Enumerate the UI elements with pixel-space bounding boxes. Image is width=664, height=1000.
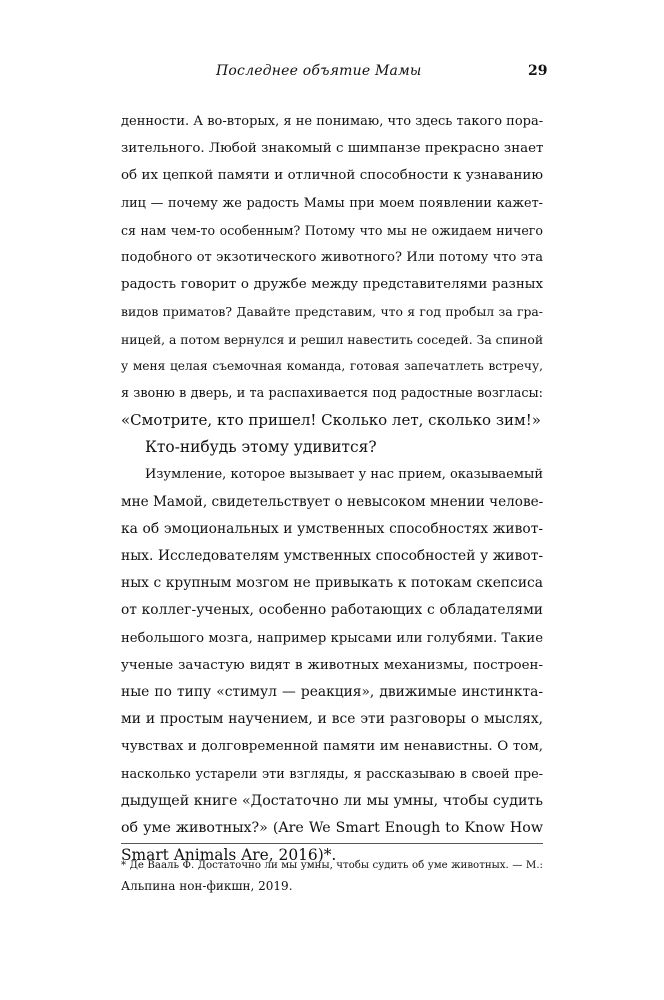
text-line: у меня целая съемочная команда, готовая запечатлеть встречу, — [121, 358, 543, 373]
text-line: ницей, а потом вернулся и решил навестить соседей. За спиной — [121, 331, 544, 347]
running-head — [0, 63, 664, 83]
text-line: об уме животных?» (Are We Smart Enough to Know How — [121, 819, 543, 836]
text-line: насколько устарели эти взгляды, я рассказываю в своей пре- — [121, 766, 543, 782]
text-line: мне Мамой, свидетельствует о невысоком мнении челове- — [121, 493, 544, 510]
text-line: «Смотрите, кто пришел! Сколько лет, сколько зим!» — [121, 411, 541, 430]
text-line: видов приматов? Давайте представим, что я год пробыл за гра- — [121, 304, 543, 320]
text-line: я звоню в дверь, и та распахивается под радостные возгласы: — [121, 385, 543, 401]
text-line: от коллег-ученых, особенно работающих с обладателями — [121, 602, 543, 619]
text-line: ные по типу «стимул — реакция», движимые инстинкта- — [121, 683, 543, 700]
text-line: чувствах и долговременной памяти им ненавистны. О том, — [121, 739, 543, 755]
text-line: денности. А во-вторых, я не понимаю, что здесь такого пора- — [121, 114, 544, 129]
footnote-line: * Де Вааль Ф. Достаточно ли мы умны, чтобы судить об уме животных. — М.: — [121, 860, 543, 871]
text-line: Smart Animals Are, 2016)*. — [121, 846, 337, 865]
text-line: ученые зачастую видят в животных механизмы, построен- — [121, 657, 543, 673]
body-text — [121, 108, 543, 869]
text-line: ных. Исследователям умственных способностей у живот- — [121, 548, 543, 564]
text-line: об их цепкой памяти и отличной способности к узнаванию — [121, 168, 543, 184]
text-line: небольшого мозга, например крысами или голубями. Такие — [121, 630, 543, 646]
text-line: зительного. Любой знакомый с шимпанзе прекрасно знает — [121, 141, 544, 157]
text-line: ся нам чем-то особенным? Потому что мы не ожидаем ничего — [121, 222, 543, 238]
paragraph-first-line: Кто-нибудь этому удивится? — [145, 438, 377, 457]
running-title: Последнее объятие Мамы — [216, 63, 422, 79]
text-line: радость говорит о дружбе между представителями разных — [121, 277, 543, 293]
footnote-divider — [121, 843, 543, 844]
text-line: ми и простым научением, и все эти разговоры о мыслях, — [121, 711, 543, 728]
footnote — [121, 856, 543, 896]
text-line: дыдущей книге «Достаточно ли мы умны, чтобы судить — [121, 792, 543, 809]
text-line: ных с крупным мозгом не привыкать к потокам скепсиса — [121, 575, 543, 592]
footnote-line: Альпина нон-фикшн, 2019. — [121, 879, 293, 893]
text-line: ка об эмоциональных и умственных способностях живот- — [121, 520, 543, 537]
page-number: 29 — [528, 63, 548, 79]
text-line: лиц — почему же радость Мамы при моем появлении кажет- — [121, 195, 543, 211]
text-line: подобного от экзотического животного? Или потому что эта — [121, 249, 543, 265]
paragraph-first-line: Изумление, которое вызывает у нас прием, оказываемый — [145, 467, 543, 483]
